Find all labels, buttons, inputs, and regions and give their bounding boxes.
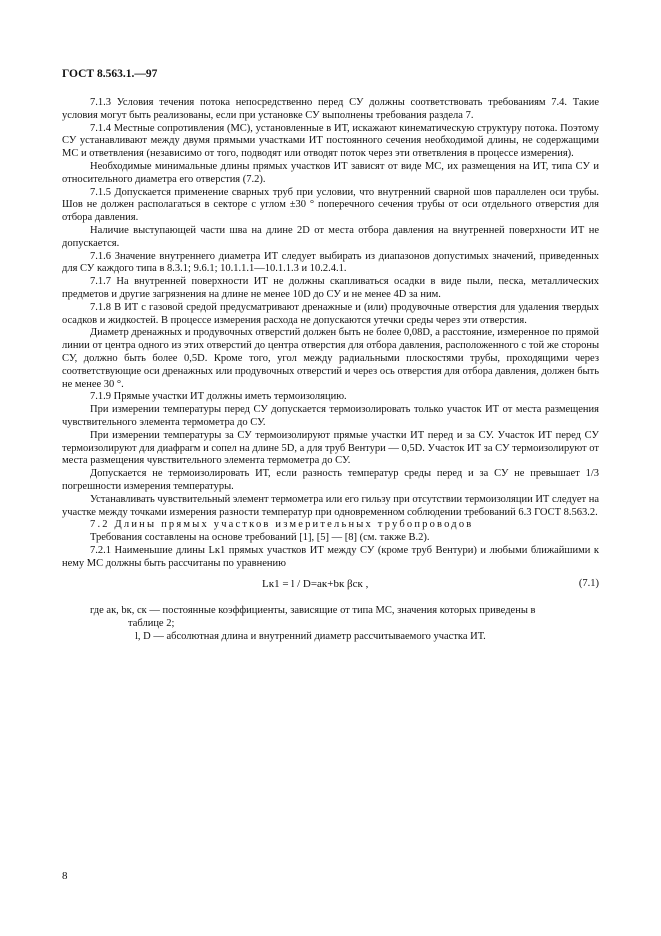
formula-number: (7.1) [578,578,599,590]
section-heading: 7.2 Длины прямых участков измерительных трубопроводов [90,519,474,531]
paragraph: 7.1.7 На внутренней поверхности ИТ не должны скапливаться осадки в виде пыли, песка, металлических предметов и другие загрязнения на длине не менее 10D до СУ и не менее 4D за ним. [62,276,599,300]
document-body [62,97,599,644]
formula: Lк1 = l / D=aк+bк βcк , [262,578,369,591]
paragraph: Диаметр дренажных и продувочных отверстий должен быть не более 0,08D, а расстояние, измеренное по прямой линии от центра одного из этих отверстий до центра отверстия для отбора давления, расположенного с той же стороны СУ, должно быть более 0,5D. Кроме того, угол между радиальными плоскостями трубы, проходящими через соответствующие оси дренажных или продувочных отверстий и через ось отверстия для отбора давления, должен быть не менее 30 °. [62,327,599,390]
formula-row [62,575,599,599]
definition-line: где aк, bк, cк — постоянные коэффициенты, зависящие от типа МС, значения которых приведены в [90,605,536,617]
paragraph: 7.1.4 Местные сопротивления (МС), установленные в ИТ, искажают кинематическую структуру потока. Поэтому СУ устанавливают между двумя прямыми участками ИТ постоянного сечения необходимой длины, не содержащими МС и ответвления (независимо от того, подводят или отводят поток через эти ответвления в процессе измерения). [62,122,599,160]
document-header: ГОСТ 8.563.1.—97 [62,68,158,80]
paragraph: Допускается не термоизолировать ИТ, если разность температур среды перед и за СУ не превышает 1/3 погрешности измерения температуры. [62,468,599,492]
paragraph: Наличие выступающей части шва на длине 2D от места отбора давления на внутренней поверхности ИТ не допускается. [62,224,599,249]
definition-line: l, D — абсолютная длина и внутренний диаметр рассчитываемого участка ИТ. [135,631,486,643]
paragraph: 7.1.6 Значение внутреннего диаметра ИТ следует выбирать из диапазонов допустимых значений, приведенных для СУ каждого типа в 8.3.1; 9.6.1; 10.1.1.1—10.1.1.3 и 10.2.4.1. [62,250,599,275]
paragraph: Требования составлены на основе требований [1], [5] — [8] (см. также В.2). [90,532,430,544]
paragraph: Необходимые минимальные длины прямых участков ИТ зависят от виде МС, их размещения на ИТ, типа СУ и относительного диаметра его отверстия (7.2). [62,160,599,185]
definition-continuation: таблице 2; [128,618,175,630]
paragraph: При измерении температуры за СУ термоизолируют прямые участки ИТ перед и за СУ. Участок ИТ перед СУ термоизолируют для диафрагм и сопел на длине 5D, а для труб Вентури — 0,5D. Участок ИТ за СУ термоизолируют от места размещения чувствительного элемента термометра до СУ. [62,429,599,467]
paragraph: 7.1.9 Прямые участки ИТ должны иметь термоизоляцию. [90,391,347,403]
paragraph: При измерении температуры перед СУ допускается термоизолировать только участок ИТ от места размещения чувствительного элемента термометра до СУ. [62,404,599,428]
paragraph: Устанавливать чувствительный элемент термометра или его гильзу при отсутствии термоизоляции ИТ следует на участке между точками измерения разности температур при одновременном соблюдении требований 6.3 ГОСТ 8.563.2. [62,493,599,518]
paragraph: 7.2.1 Наименьшие длины Lк1 прямых участков ИТ между СУ (кроме труб Вентури) и любыми ближайшими к нему МС должны быть рассчитаны по уравнению [62,544,599,569]
page-number: 8 [62,870,68,882]
paragraph: 7.1.5 Допускается применение сварных труб при условии, что внутренний сварной шов параллелен оси трубы. Шов не должен располагаться в секторе с углом ±30 ° поперечного сечения трубы от оси отдельного отверстия для отбора давления. [62,186,599,224]
paragraph: 7.1.3 Условия течения потока непосредственно перед СУ должны соответствовать требованиям 7.4. Такие условия могут быть реализованы, если при установке СУ выполнены требования раздела 7. [62,97,599,121]
paragraph: 7.1.8 В ИТ с газовой средой предусматривают дренажные и (или) продувочные отверстия для удаления твердых осадков и жидкостей. В процессе измерения расхода не допускаются утечки среды через эти отверстия. [62,301,599,326]
